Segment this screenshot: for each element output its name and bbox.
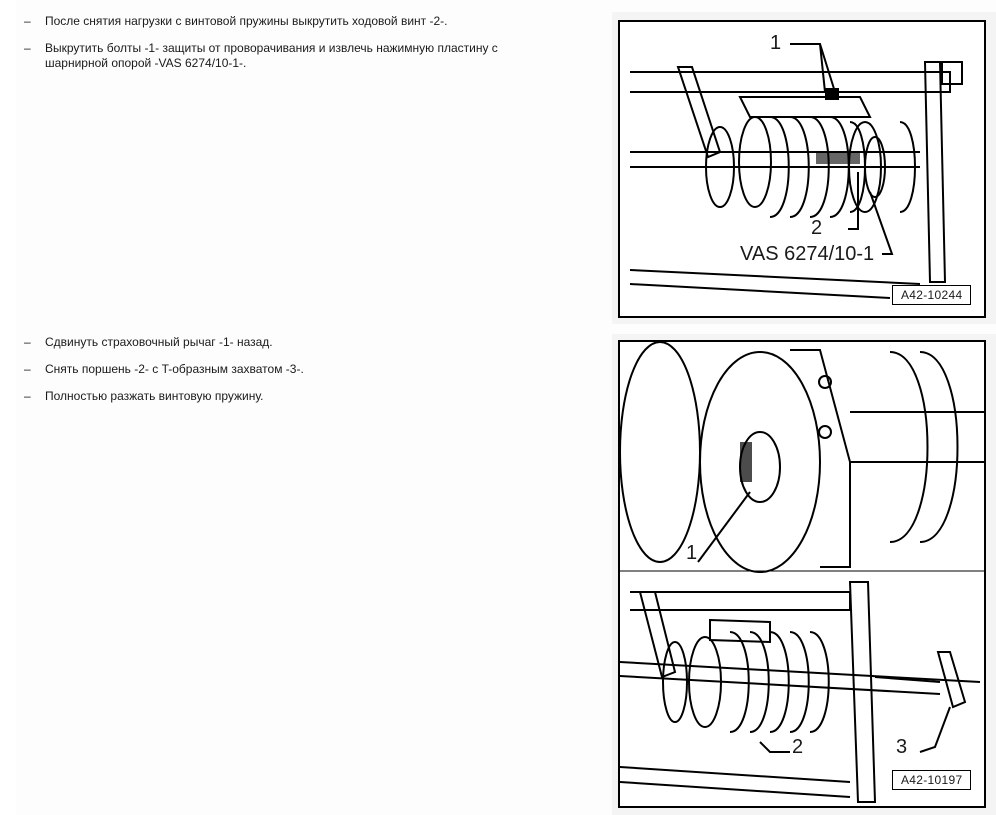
list-marker: – [24,389,31,403]
instruction-list-2 [24,335,554,416]
instruction-step [24,41,554,71]
step-text: Полностью разжать винтовую пружину. [45,389,264,403]
callout-1: 1 [770,32,782,54]
spring-compressor-illustration-1 [620,22,986,318]
figure-id-label: A42-10244 [892,285,971,305]
list-marker: – [24,14,31,28]
list-marker: – [24,41,31,55]
figure-cell-2 [612,334,996,815]
instruction-step [24,362,554,377]
list-marker: – [24,362,31,376]
step-text: После снятия нагрузки с винтовой пружины выкрутить ходовой винт -2-. [45,14,448,28]
step-text: Выкрутить болты -1- защиты от проворачивания и извлечь нажимную пластину с шарнирной опорой -VAS 6274/10-1-. [45,41,498,70]
figure-a42-10197 [618,340,986,808]
instruction-step [24,389,554,404]
callout-vas: VAS 6274/10-1 [740,243,875,265]
figure-cell-1 [612,12,996,324]
figure-a42-10244 [618,20,986,318]
instruction-step [24,335,554,350]
figure-id-label: A42-10197 [892,770,971,790]
callout-1: 1 [686,542,698,564]
step-text: Снять поршень -2- с T-образным захватом -3-. [45,362,304,376]
step-text: Сдвинуть страховочный рычаг -1- назад. [45,335,273,349]
list-marker: – [24,335,31,349]
callout-2: 2 [792,736,804,758]
instruction-step [24,14,554,29]
callout-3: 3 [896,736,908,758]
callout-2: 2 [811,217,823,239]
instruction-list-1 [24,14,554,83]
